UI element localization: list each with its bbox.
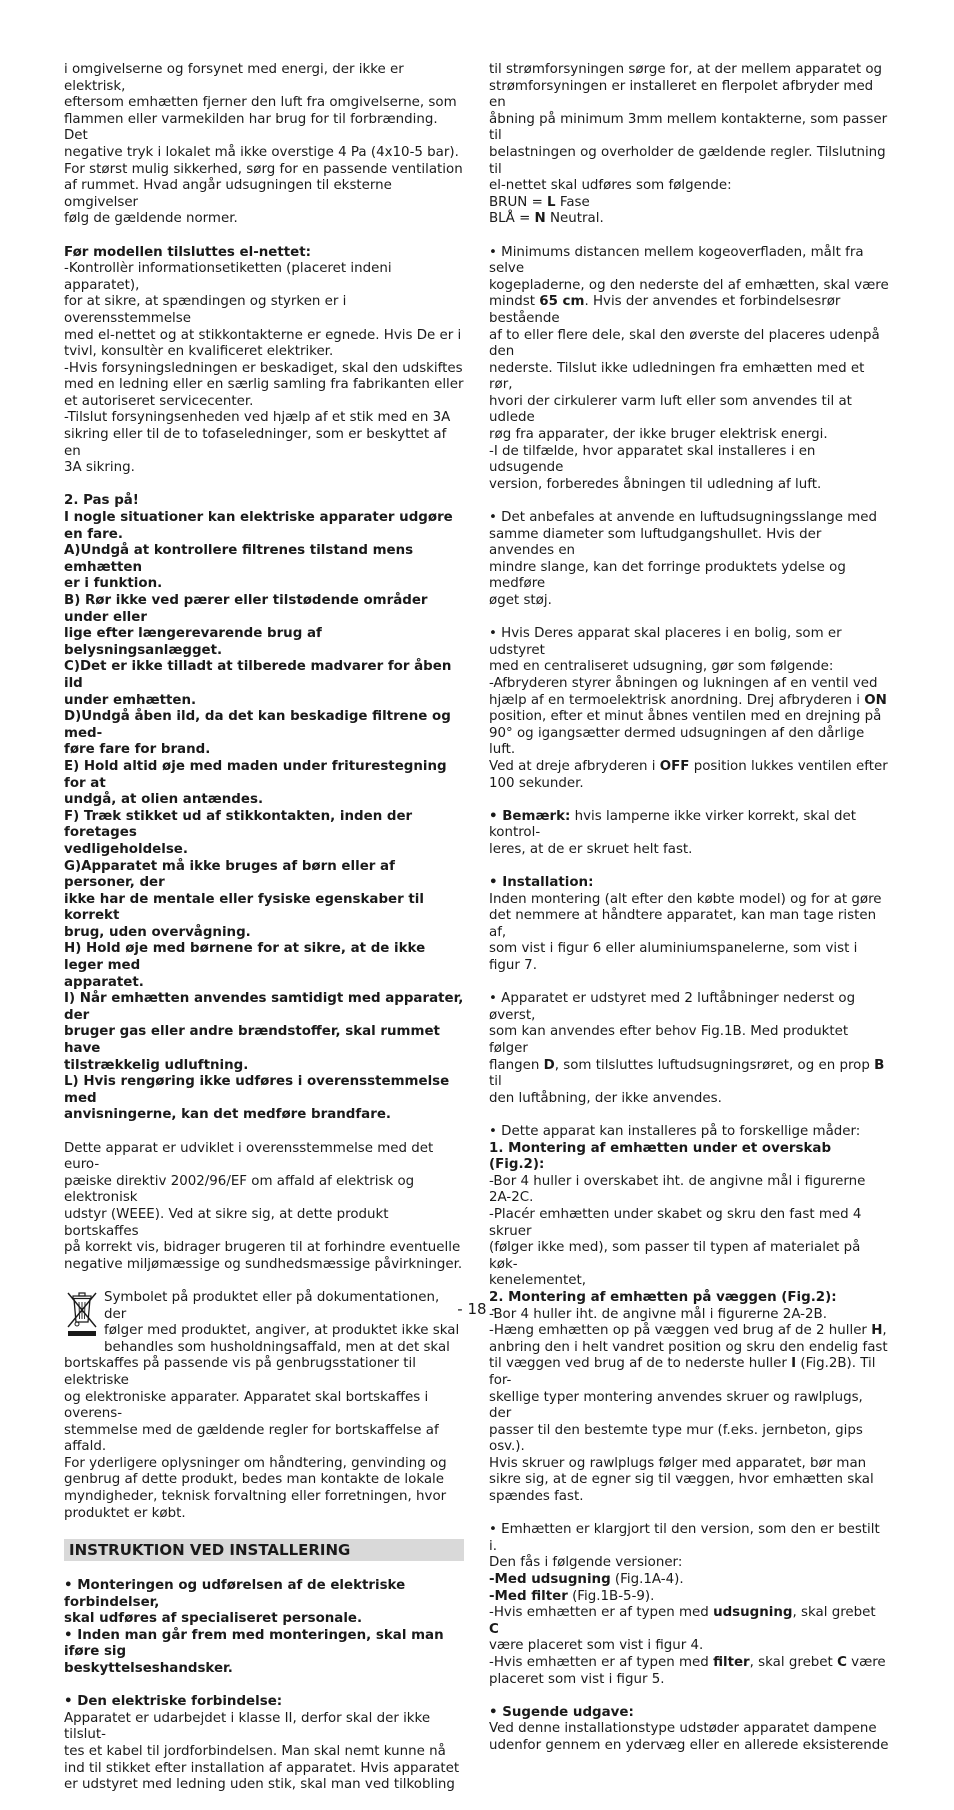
text-line: 90° og igangsætter dermed udsugningen af den dårlige luft. [489, 725, 865, 758]
text-line: som kan anvendes efter behov Fig.1B. Med produktet følger [489, 1024, 849, 1057]
text-line: kenelementet, [489, 1273, 586, 1289]
subheading: 1. Montering af emhætten under et overskab (Fig.2): [489, 1140, 832, 1173]
text-line: Ved denne installationstype udstøder apparatet dampene [489, 1721, 877, 1737]
wiring-section [489, 62, 889, 228]
warning-line: brug, uden overvågning. [64, 924, 251, 940]
text-span: B [874, 1057, 885, 1073]
text-line: stemmelse med de gældende regler for bortskaffelse af affald. [64, 1422, 439, 1455]
warning-line: under emhætten. [64, 692, 197, 708]
warning-line: I) Når emhætten anvendes samtidigt med apparater, der [64, 991, 464, 1023]
text-line: 100 sekunder. [489, 775, 584, 791]
text-line: kogepladerne, og den nederste del af emhætten, skal være [489, 277, 889, 293]
before-connection-section [64, 245, 464, 477]
text-line: -Tilslut forsyningsenheden ved hjælp af et stik med en 3A [64, 410, 451, 426]
text-span: udsugning [713, 1605, 793, 1621]
text-line: -I de tilfælde, hvor apparatet skal installeres i en udsugende [489, 443, 816, 476]
text-line: anbring den i helt vandret position og skru den endelig fast [489, 1339, 888, 1355]
text-span: , skal grebet [749, 1655, 838, 1670]
section-heading: 2. Pas på! [64, 493, 139, 509]
left-column [64, 62, 464, 1810]
text-line: -Afbryderen styrer åbningen og lukningen af en ventil ved [489, 675, 878, 691]
text-line: følger med produktet, angiver, at produktet ikke skal [104, 1323, 460, 1339]
text-span: -Hvis emhætten er af typen med [489, 1605, 714, 1621]
text-line: og elektroniske apparater. Apparatet skal bortskaffes i overens- [64, 1389, 429, 1422]
text-span: -Med udsugning [489, 1572, 611, 1588]
text-span: hjælp af en termoelektrisk anordning. Drej afbryderen i [489, 692, 865, 708]
brown-wire-line [489, 195, 889, 212]
versions-section [489, 1522, 889, 1688]
text-line: med en centraliseret udsugning, gør som følgende: [489, 659, 834, 675]
warning-line: L) Hvis rengøring ikke udføres i overensstemmelse med [64, 1074, 450, 1106]
text-span: , [882, 1323, 887, 1339]
text-span: . Hvis der anvendes et forbindelsesrør bestående [489, 294, 841, 326]
text-line: som vist i figur 6 eller aluminiumspanelerne, som vist i figur 7. [489, 941, 858, 974]
section-heading: • Den elektriske forbindelse: [64, 1694, 283, 1710]
warning-line: undgå, at olien antændes. [64, 792, 264, 808]
text-line: hvori der cirkulerer varm luft eller som anvendes til at udlede [489, 393, 852, 426]
text-line: passer til den bestemte type mur (f.eks. jernbeton, gips osv.). [489, 1422, 863, 1455]
subheading: 2. Montering af emhætten på væggen (Fig.2): [489, 1289, 837, 1305]
installation-section [489, 875, 889, 975]
installation-section-title: INSTRUKTION VED INSTALLERING [64, 1539, 464, 1562]
text-line: sikring eller til de to tofaseledninger, som er beskyttet af en [64, 427, 447, 459]
warning-line: C)Det er ikke tilladt at tilberede madvarer for åben ild [64, 659, 452, 691]
text-line: af rummet. Hvad angår udsugningen til eksterne omgivelser [64, 178, 392, 210]
text-line: røg fra apparater, der ikke bruger elektrisk energi. [489, 427, 828, 443]
text-line: udenfor gennem en ydervæg eller en allerede eksisterende [489, 1737, 889, 1753]
text-line [489, 1589, 889, 1606]
text-line: For yderligere oplysninger om håndtering, genvinding og [64, 1455, 447, 1471]
text-line: negative miljømæssige og sundhedsmæssige påvirkninger. [64, 1256, 463, 1272]
text-span: -Hvis emhætten er af typen med [489, 1655, 714, 1670]
warning-line: G)Apparatet må ikke bruges af børn eller af personer, der [64, 858, 395, 891]
text-span: -Med filter [489, 1588, 568, 1604]
text-span: D [543, 1057, 555, 1073]
warning-line: vedligeholdelse. [64, 841, 188, 857]
text-line: -Hvis forsyningsledningen er beskadiget, skal den udskiftes [64, 360, 463, 376]
text-line: (følger ikke med), som passer til typen af materialet på køk- [489, 1240, 861, 1272]
text-line: øget støj. [489, 593, 552, 608]
text-span: -Hæng emhætten op på væggen ved brug af de 2 huller [489, 1323, 872, 1339]
text-line: • Minimums distancen mellem kogeoverfladen, målt fra selve [489, 244, 864, 277]
warning-line: bruger gas eller andre brændstoffer, skal rummet have [64, 1024, 440, 1057]
warning-line: tilstrækkelig udluftning. [64, 1057, 249, 1073]
text-line: tvivl, konsultèr en kvalificeret elektriker. [64, 344, 334, 360]
text-span: OFF [659, 758, 690, 774]
text-span: (Fig.1A-4). [610, 1572, 684, 1588]
text-span: BLÅ = [489, 211, 535, 227]
text-span: C [489, 1621, 499, 1637]
section-heading: • Sugende udgave: [489, 1704, 634, 1720]
text-line: mindre slange, kan det forringe produktets ydelse og medføre [489, 559, 846, 592]
text-line: • Emhætten er klargjort til den version, som den er bestilt i. [489, 1522, 880, 1554]
weee-paragraph [64, 1141, 464, 1274]
text-line: flammen eller varmekilden har brug for til forbrænding. Det [64, 111, 438, 144]
text-span: flangen [489, 1057, 544, 1073]
text-line: åbning på minimum 3mm mellem kontakterne, som passer til [489, 111, 888, 144]
text-line [489, 294, 889, 327]
text-line: være placeret som vist i figur 4. [489, 1638, 704, 1654]
text-line: pæiske direktiv 2002/96/EF om affald af elektrisk og elektronisk [64, 1173, 415, 1206]
text-span: 65 cm [539, 294, 585, 310]
text-line: til strømforsyningen sørge for, at der mellem apparatet og [489, 62, 883, 77]
text-span: , som tilsluttes luftudsugningsrøret, og en prop [554, 1057, 875, 1073]
hose-section [489, 510, 889, 610]
text-span: filter [713, 1655, 750, 1670]
text-line: med en ledning eller en særlig samling fra fabrikanten eller [64, 377, 464, 393]
installation-safety-notes [64, 1578, 464, 1678]
warning-line: E) Hold altid øje med maden under friturestegning for at [64, 758, 447, 791]
text-line: skellige typer montering anvendes skruer og rawlplugs, der [489, 1389, 863, 1422]
text-line: -Kontrollèr informationsetiketten (placeret indeni apparatet), [64, 261, 392, 293]
text-line: • Monteringen og udførelsen af de elektriske forbindelser, [64, 1578, 406, 1610]
text-line: • Hvis Deres apparat skal placeres i en bolig, som er udstyret [489, 626, 842, 658]
text-line: Hvis skruer og rawlplugs følger med apparatet, bør man [489, 1455, 867, 1471]
text-span: L [547, 194, 556, 210]
blue-wire-line [489, 211, 889, 228]
text-span: ON [864, 692, 887, 708]
suction-version-section [489, 1705, 889, 1755]
text-span: • Bemærk: [489, 808, 571, 824]
text-line: version, forberedes åbningen til udledning af luft. [489, 476, 822, 492]
warning-line: I nogle situationer kan elektriske apparater udgøre en fare. [64, 510, 453, 542]
text-span: H [871, 1323, 883, 1339]
central-extraction-section [489, 626, 889, 792]
text-line: -Bor 4 huller i overskabet iht. de angivne mål i figurerne 2A-2C. [489, 1173, 866, 1206]
text-line: samme diameter som luftudgangshullet. Hvis der anvendes en [489, 526, 822, 559]
text-line: ind til stikket efter installation af apparatet. Hvis apparatet [64, 1760, 460, 1776]
text-span: hvis lamperne ikke virker korrekt, skal det kontrol- [489, 808, 856, 841]
text-span: til [489, 1074, 502, 1090]
text-line: Symbolet på produktet eller på dokumentationen, der [104, 1289, 440, 1322]
text-line: strømforsyningen er installeret en flerpolet afbryder med en [489, 78, 874, 111]
text-line: bortskaffes på passende vis på genbrugsstationer til elektriske [64, 1356, 416, 1388]
text-line: • Det anbefales at anvende en luftudsugningsslange med [489, 510, 878, 526]
text-span: (Fig.2B). Til for- [489, 1356, 876, 1388]
text-line: Inden montering (alt efter den købte model) og for at gøre [489, 891, 882, 907]
text-span: I [791, 1356, 797, 1372]
text-line: beskyttelseshandsker. [64, 1661, 233, 1676]
text-line: genbrug af dette produkt, bedes man kontakte de lokale [64, 1472, 444, 1488]
text-line: 3A sikring. [64, 460, 135, 476]
text-line [489, 759, 889, 776]
text-line: nederste. Tilslut ikke udledningen fra emhætten med et rør, [489, 360, 865, 393]
air-openings-section [489, 991, 889, 1107]
text-line: tes et kabel til jordforbindelsen. Man skal nemt kunne nå [64, 1743, 446, 1759]
section-heading: • Installation: [489, 875, 594, 891]
text-line [489, 1058, 889, 1091]
text-line: • Inden man går frem med monteringen, skal man iføre sig [64, 1627, 444, 1660]
text-line: i omgivelserne og forsynet med energi, der ikke er elektrisk, [64, 62, 404, 94]
text-line: • Dette apparat kan installeres på to forskellige måder: [489, 1124, 861, 1139]
text-line: Dette apparat er udviklet i overensstemmelse med det euro- [64, 1140, 434, 1173]
text-line: • Apparatet er udstyret med 2 luftåbninger nederst og øverst, [489, 991, 856, 1023]
distance-section [489, 245, 889, 494]
warning-line: lige efter længerevarende brug af belysningsanlægget. [64, 626, 322, 658]
text-line: behandles som husholdningsaffald, men at det skal [104, 1339, 450, 1355]
warnings-section [64, 493, 464, 1124]
disposal-section [64, 1290, 464, 1522]
text-line: placeret som vist i figur 5. [489, 1671, 665, 1687]
text-line: for at sikre, at spændingen og styrken er i overensstemmelse [64, 294, 347, 326]
text-span: Ved at dreje afbryderen i [489, 758, 660, 774]
text-span: BRUN = [489, 194, 548, 210]
text-line: spændes fast. [489, 1489, 584, 1505]
warning-line: B) Rør ikke ved pærer eller tilstødende områder under eller [64, 593, 428, 625]
text-line: den luftåbning, der ikke anvendes. [489, 1090, 722, 1106]
note-section [489, 809, 889, 859]
text-line: -Bor 4 huller iht. de angivne mål i figurerne 2A-2B. [489, 1306, 827, 1322]
text-line [489, 1605, 889, 1638]
text-line: et autoriseret servicecenter. [64, 393, 254, 409]
text-span: (Fig.1B-5-9). [567, 1588, 655, 1604]
text-line: på korrekt vis, bidrager brugeren til at forhindre eventuelle [64, 1240, 461, 1256]
text-span: Fase [555, 194, 590, 210]
warning-line: føre fare for brand. [64, 742, 211, 758]
text-span: , skal grebet [792, 1605, 876, 1621]
text-span: position lukkes ventilen efter [689, 758, 888, 774]
text-span: N [534, 211, 546, 227]
text-line: negative tryk i lokalet må ikke overstige 4 Pa (4x10-5 bar). [64, 144, 459, 160]
text-line: sikre sig, at de egner sig til væggen, hvor emhætten skal [489, 1472, 874, 1488]
text-line: det nemmere at håndtere apparatet, kan man tage risten af, [489, 908, 877, 940]
text-line [489, 1323, 889, 1340]
text-line [489, 1655, 889, 1672]
text-span: til væggen ved brug af de to nederste huller [489, 1356, 792, 1372]
text-line [489, 693, 889, 710]
text-span: være [846, 1655, 886, 1670]
warning-line: er i funktion. [64, 576, 163, 592]
warning-line: D)Undgå åben ild, da det kan beskadige filtrene og med- [64, 709, 451, 741]
text-line: myndigheder, teknisk forvaltning eller forretningen, hvor [64, 1489, 447, 1505]
text-line: position, efter et minut åbnes ventilen med en drejning på [489, 709, 882, 725]
right-column [489, 62, 889, 1771]
text-line [489, 1572, 889, 1589]
text-line: produktet er købt. [64, 1505, 186, 1521]
text-line: -Placér emhætten under skabet og skru den fast med 4 skruer [489, 1206, 862, 1239]
warning-line: H) Hold øje med børnene for at sikre, at de ikke leger med [64, 941, 426, 974]
text-line: er udstyret med ledning uden stik, skal man ved tilkobling [64, 1777, 455, 1793]
text-line: af to eller flere dele, skal den øverste del placeres udenpå den [489, 327, 880, 360]
text-line: belastningen og overholder de gældende regler. Tilslutning til [489, 144, 886, 177]
text-span: C [837, 1655, 847, 1670]
text-line: Apparatet er udarbejdet i klasse II, derfor skal der ikke tilslut- [64, 1710, 431, 1743]
text-line: leres, at de er skruet helt fast. [489, 841, 693, 857]
warning-line: ikke har de mentale eller fysiske egenskaber til korrekt [64, 891, 424, 924]
text-line: skal udføres af specialiseret personale. [64, 1611, 363, 1627]
text-line: eftersom emhætten fjerner den luft fra omgivelserne, som [64, 95, 457, 111]
warning-line: apparatet. [64, 974, 144, 990]
text-line [489, 809, 889, 842]
warning-line: A)Undgå at kontrollere filtrenes tilstand mens emhætten [64, 543, 414, 575]
text-line: følg de gældende normer. [64, 211, 238, 227]
text-span: Neutral. [545, 211, 604, 227]
text-line: For størst mulig sikkerhed, sørg for en passende ventilation [64, 161, 463, 177]
text-line: med el-nettet og at stikkontakterne er egnede. Hvis De er i [64, 327, 462, 343]
page-number: - 18 - [457, 1300, 497, 1318]
text-line: Den fås i følgende versioner: [489, 1555, 683, 1571]
intro-paragraph [64, 62, 464, 228]
warning-line: F) Træk stikket ud af stikkontakten, inden der foretages [64, 808, 413, 841]
section-heading: Før modellen tilsluttes el-nettet: [64, 244, 312, 260]
electrical-connection-section [64, 1694, 464, 1794]
text-span: mindst [489, 294, 540, 310]
text-line: el-nettet skal udføres som følgende: [489, 178, 732, 194]
warning-line: anvisningerne, kan det medføre brandfare. [64, 1107, 391, 1123]
text-line [489, 1356, 889, 1389]
text-line: udstyr (WEEE). Ved at sikre sig, at dette produkt bortskaffes [64, 1206, 389, 1239]
